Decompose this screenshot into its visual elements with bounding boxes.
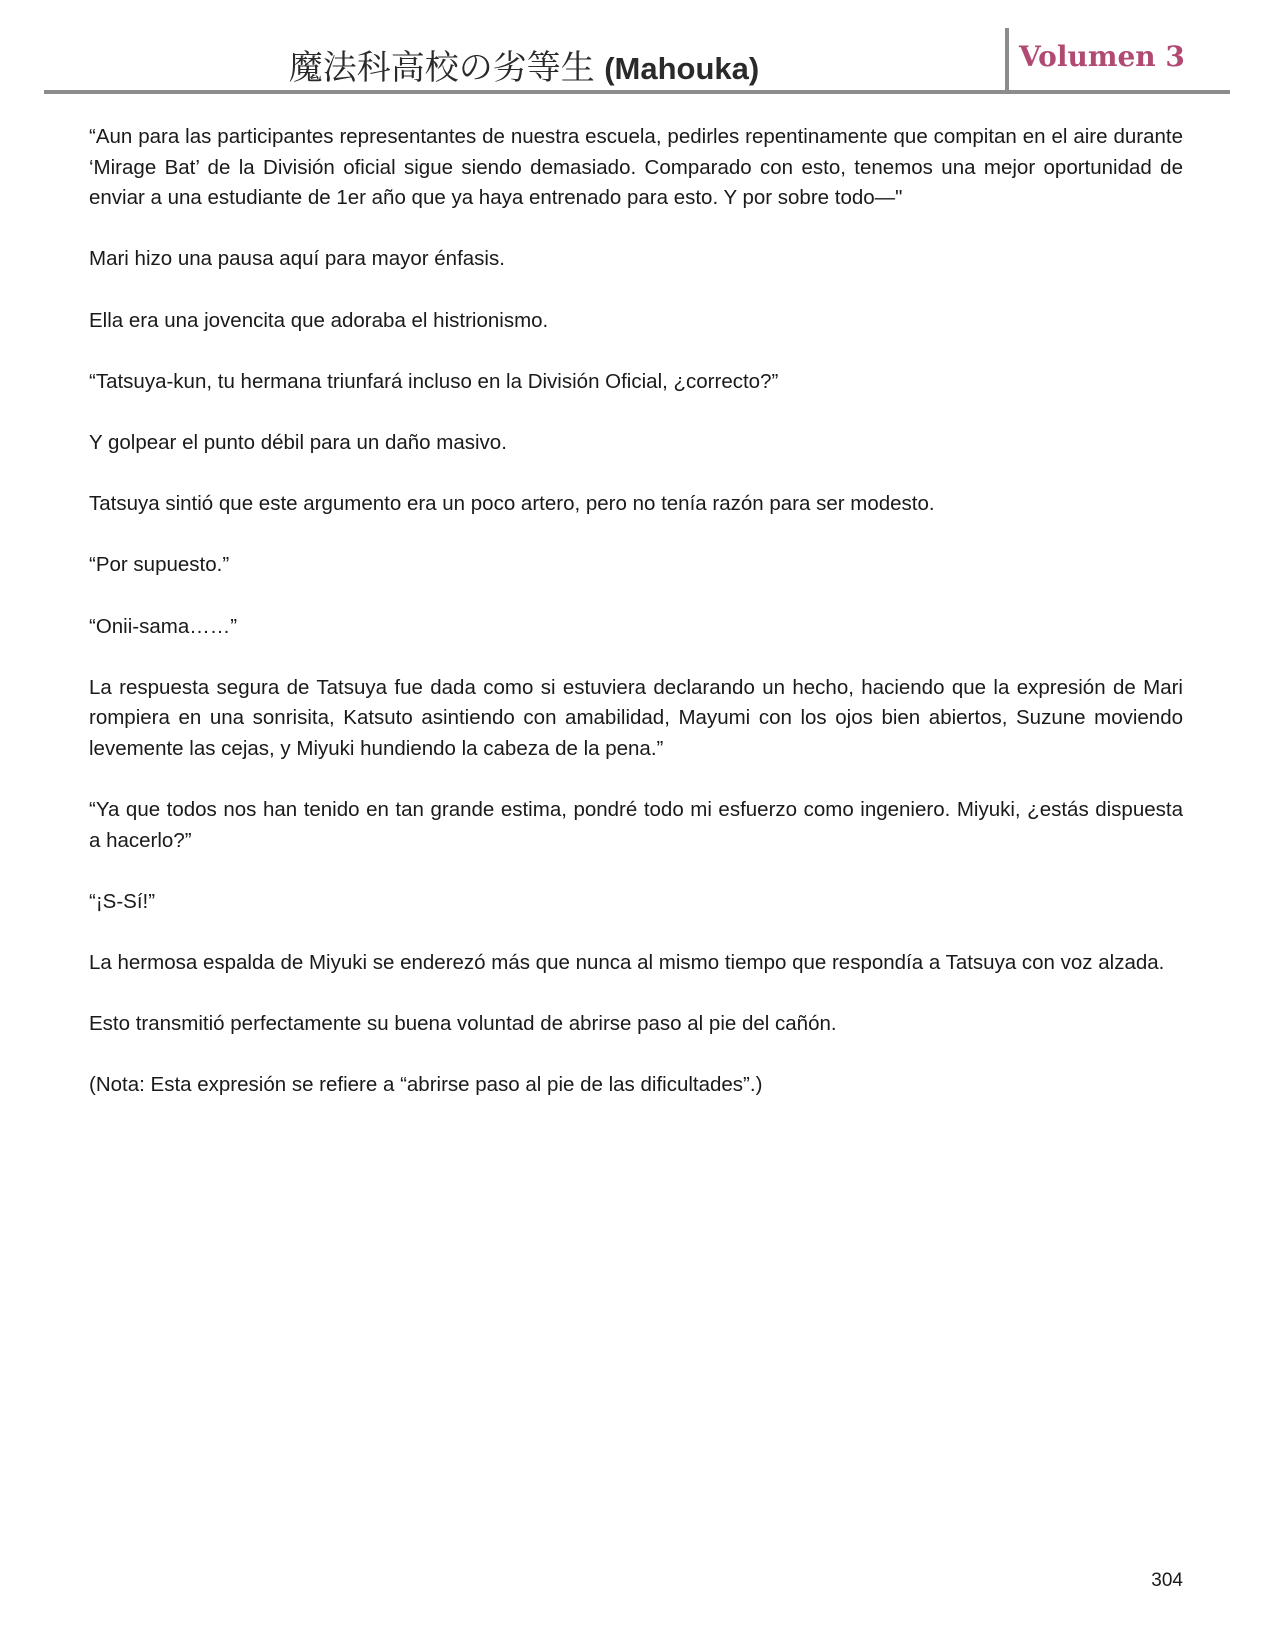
book-title-japanese: 魔法科高校の劣等生 [288, 49, 595, 87]
book-title [44, 40, 1004, 89]
paragraph: “¡S-Sí!” [89, 889, 156, 913]
paragraph: Ella era una jovencita que adoraba el histrionismo. [89, 308, 549, 332]
paragraph: Esto transmitió perfectamente su buena voluntad de abrirse paso al pie del cañón. [89, 1012, 837, 1036]
paragraph: (Nota: Esta expresión se refiere a “abrirse paso al pie de las dificultades”.) [89, 1073, 763, 1097]
page-body [89, 122, 1183, 1132]
book-title-latin: (Mahouka) [604, 51, 760, 86]
paragraph: La respuesta segura de Tatsuya fue dada como si estuviera declarando un hecho, haciendo que la expresión de Mari rompiera en una sonrisita, Katsuto asintiendo con amabilidad, Mayumi con los ojos bien abiertos, Suzune moviendo levemente las cejas, y Miyuki hundiendo la cabeza de la pena.” [89, 675, 1183, 760]
paragraph: “Aun para las participantes representantes de nuestra escuela, pedirles repentinamente que compitan en el aire durante ‘Mirage Bat’ de la División oficial sigue siendo demasiado. Comparado con esto, tenemos una mejor oportunidad de enviar a una estudiante de 1er año que ya haya entrenado para esto. Y por sobre todo—" [89, 125, 1183, 210]
paragraph: Tatsuya sintió que este argumento era un poco artero, pero no tenía razón para ser modesto. [89, 492, 935, 516]
paragraph: Y golpear el punto débil para un daño masivo. [89, 430, 507, 454]
paragraph: La hermosa espalda de Miyuki se enderezó más que nunca al mismo tiempo que respondía a Tatsuya con voz alzada. [89, 951, 1165, 975]
paragraph: “Tatsuya-kun, tu hermana triunfará incluso en la División Oficial, ¿correcto?” [89, 369, 779, 393]
header-vertical-divider [1005, 28, 1009, 90]
paragraph: “Ya que todos nos han tenido en tan grande estima, pondré todo mi esfuerzo como ingeniero. Miyuki, ¿estás dispuesta a hacerlo?” [89, 798, 1183, 852]
paragraph: Mari hizo una pausa aquí para mayor énfasis. [89, 247, 505, 271]
header-rule [44, 90, 1230, 94]
page-number: 304 [1151, 1570, 1183, 1591]
paragraph: “Onii-sama……” [89, 614, 238, 638]
page-header [44, 28, 1230, 94]
volume-label: Volumen 3 [1019, 40, 1185, 73]
paragraph: “Por supuesto.” [89, 553, 230, 577]
